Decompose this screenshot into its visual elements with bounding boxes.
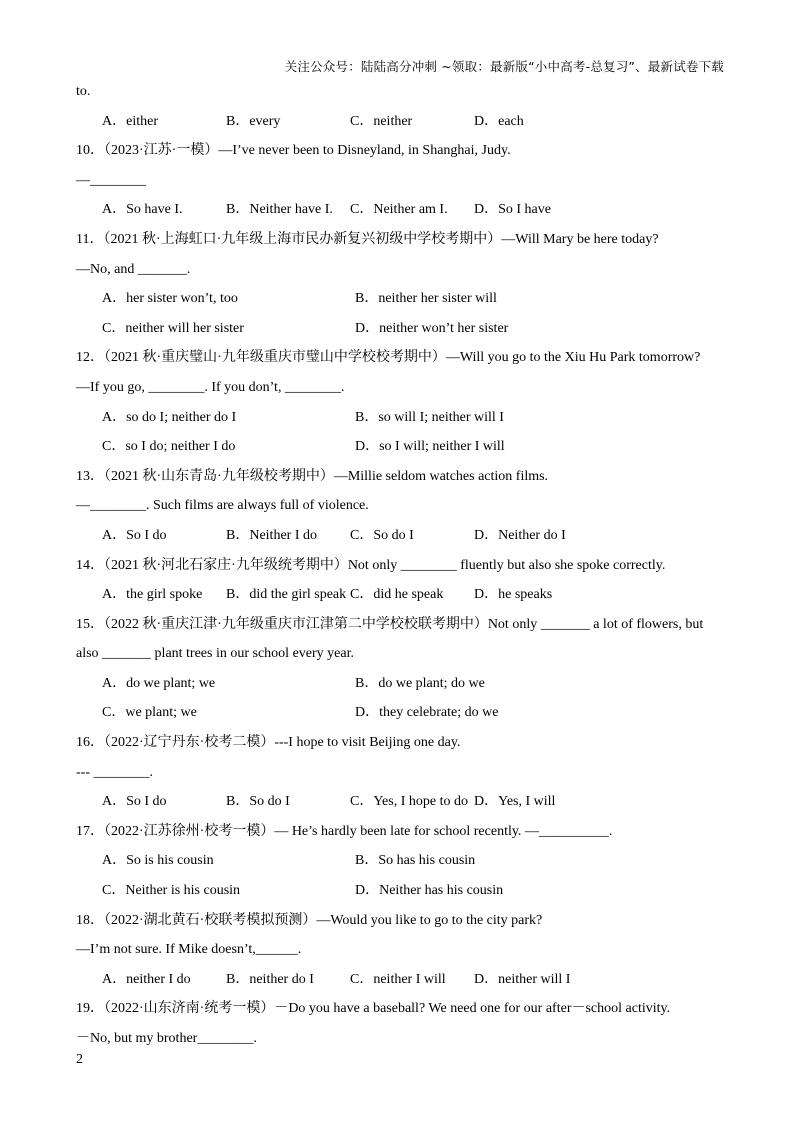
text-line: —I’m not sure. If Mike doesn’t,______. — [76, 942, 302, 958]
option-row — [76, 669, 726, 699]
option: A．neither I do — [102, 971, 191, 987]
text-line: 19．（2022·山东济南·统考一模）－Do you have a baseball? We need one for our after－school activity. — [76, 1001, 671, 1017]
option-row — [76, 107, 726, 137]
option: C．So do I — [350, 527, 414, 543]
text-line: 14．（2021 秋·河北石家庄·九年级统考期中）Not only ________ fluently but also she spoke correctly. — [76, 557, 666, 573]
text-line: 17．（2022·江苏徐州·校考一模）— He’s hardly been late for school recently. —__________. — [76, 823, 613, 839]
text-line: 12．（2021 秋·重庆璧山·九年级重庆市璧山中学校校考期中）—Will you go to the Xiu Hu Park tomorrow? — [76, 350, 701, 366]
option: A．so do I; neither do I — [102, 409, 237, 425]
option: C．we plant; we — [102, 705, 197, 721]
text-line: —No, and _______. — [76, 261, 191, 277]
option: A．So I do — [102, 527, 167, 543]
text-line: 11．（2021 秋·上海虹口·九年级上海市民办新复兴初级中学校考期中）—Will Mary be here today? — [76, 231, 659, 247]
question-list — [76, 77, 726, 1054]
option-row — [76, 432, 726, 462]
page-number: 2 — [76, 1052, 83, 1067]
option: D．So I have — [474, 202, 551, 218]
option: C．neither will her sister — [102, 320, 244, 336]
option: C．Neither am I. — [350, 202, 448, 218]
option-row — [76, 403, 726, 433]
option: D．so I will; neither I will — [355, 439, 505, 455]
option-row — [76, 698, 726, 728]
text-line: —If you go, ________. If you don’t, ________. — [76, 379, 345, 395]
option: B．Neither have I. — [226, 202, 333, 218]
option: D．neither won’t her sister — [355, 320, 509, 336]
option-row — [76, 284, 726, 314]
text-line: to. — [76, 84, 91, 99]
option: C．neither I will — [350, 971, 446, 987]
option-row — [76, 965, 726, 995]
option: B．neither her sister will — [355, 291, 497, 307]
option: D．Yes, I will — [474, 794, 556, 810]
page-header: 关注公众号：陆陆高分冲刺 ~领取：最新版“小中高考-总复习”、最新试卷下载 — [284, 59, 724, 74]
option: A．do we plant; we — [102, 675, 216, 691]
option-row — [76, 521, 726, 551]
option: C．Yes, I hope to do — [350, 794, 468, 810]
option: C．neither — [350, 113, 413, 129]
text-line: also _______ plant trees in our school every year. — [76, 646, 354, 662]
option: B．Neither I do — [226, 527, 317, 543]
text-line: 15．（2022 秋·重庆江津·九年级重庆市江津第二中学校校联考期中）Not only _______ a lot of flowers, but — [76, 616, 704, 632]
text-line: 18．（2022·湖北黄石·校联考模拟预测）—Would you like to go to the city park? — [76, 912, 543, 928]
option: A．So is his cousin — [102, 853, 214, 869]
option: A．So have I. — [102, 202, 183, 218]
option: A．the girl spoke — [102, 587, 203, 603]
option: A．her sister won’t, too — [102, 291, 238, 307]
text-line: 10．（2023·江苏·一模）—I’ve never been to Disneyland, in Shanghai, Judy. — [76, 143, 511, 159]
text-line: —________. Such films are always full of violence. — [76, 498, 369, 514]
option: D．he speaks — [474, 587, 553, 603]
text-line: —________ — [76, 172, 146, 188]
option: D．neither will I — [474, 971, 571, 987]
text-line: --- ________. — [76, 764, 153, 780]
option: B．so will I; neither will I — [355, 409, 504, 425]
option-row — [76, 787, 726, 817]
option-row — [76, 580, 726, 610]
option: B．did the girl speak — [226, 587, 347, 603]
text-line: 13．（2021 秋·山东青岛·九年级校考期中）—Millie seldom watches action films. — [76, 468, 549, 484]
option: C．Neither is his cousin — [102, 883, 241, 899]
option: C．did he speak — [350, 587, 444, 603]
option: D．each — [474, 113, 524, 129]
option: D．they celebrate; do we — [355, 705, 499, 721]
option-row — [76, 846, 726, 876]
option: B．So has his cousin — [355, 853, 476, 869]
option-row — [76, 314, 726, 344]
option: D．Neither has his cousin — [355, 883, 504, 899]
option: B．every — [226, 113, 281, 129]
option: B．neither do I — [226, 971, 314, 987]
option: A．So I do — [102, 794, 167, 810]
option: B．So do I — [226, 794, 290, 810]
text-line: －No, but my brother________. — [76, 1031, 257, 1046]
option-row — [76, 876, 726, 906]
option: D．Neither do I — [474, 527, 566, 543]
option: C．so I do; neither I do — [102, 439, 236, 455]
option-row — [76, 195, 726, 225]
text-line: 16．（2022·辽宁丹东·校考二模）---I hope to visit Beijing one day. — [76, 735, 461, 751]
option: A．either — [102, 113, 158, 129]
option: B．do we plant; do we — [355, 675, 485, 691]
